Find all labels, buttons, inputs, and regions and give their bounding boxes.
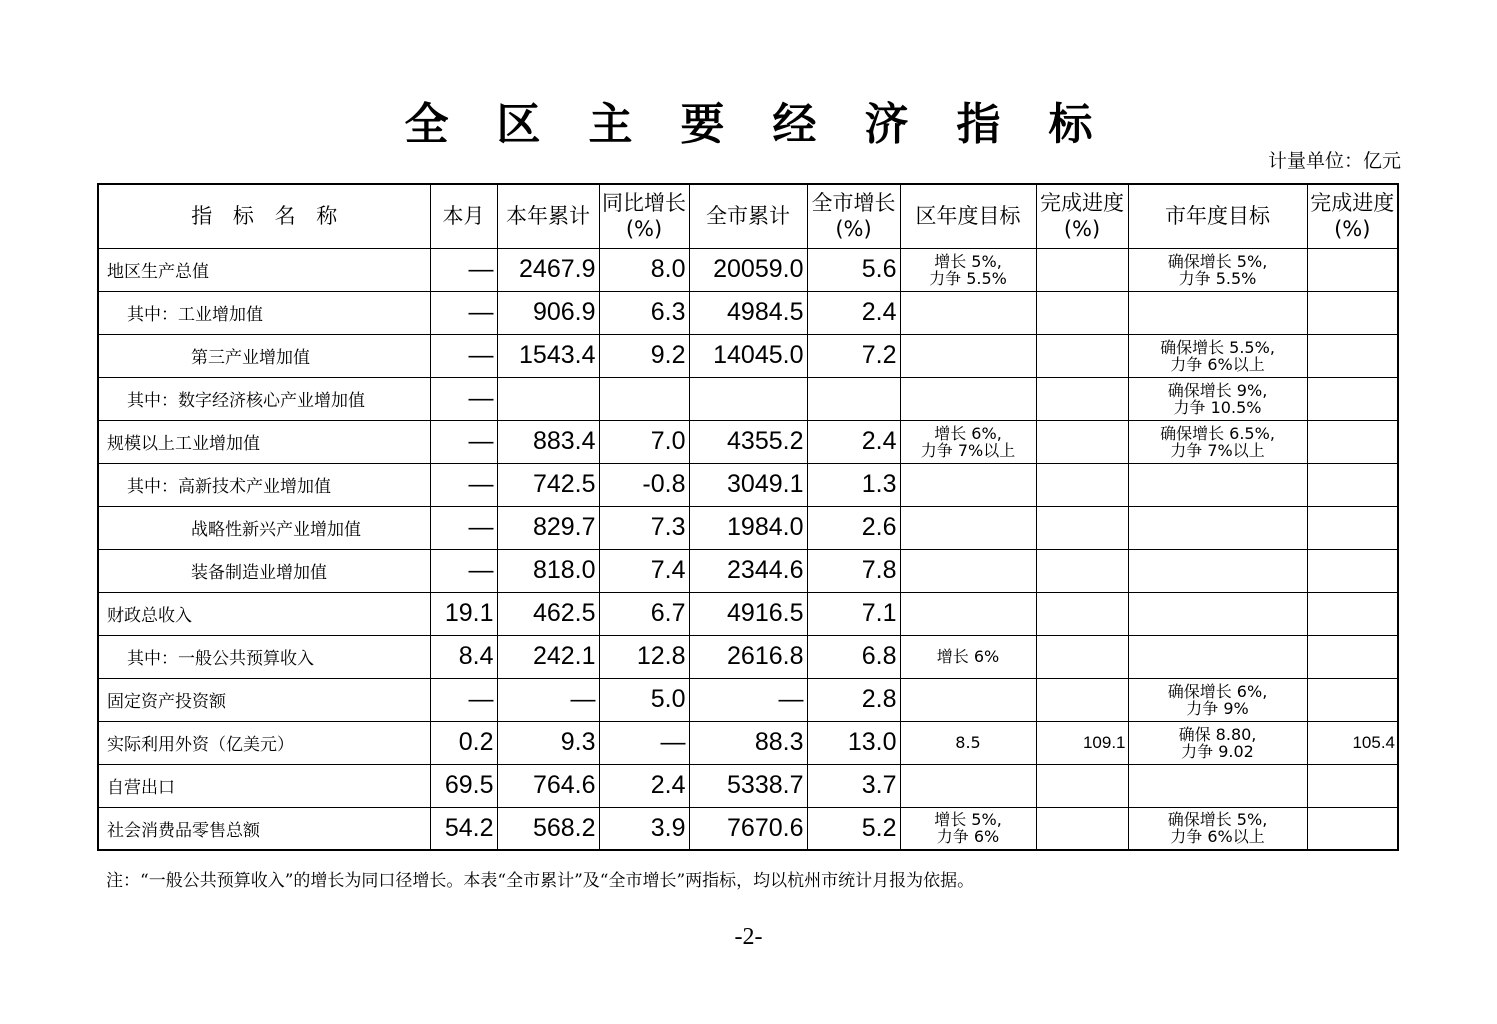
- ytd-value: —: [497, 678, 599, 721]
- indicator-name: 其中：数字经济核心产业增加值: [98, 377, 430, 420]
- district-goal: [900, 678, 1036, 721]
- city-goal-line1: 确保 8.80,: [1178, 724, 1257, 744]
- city-growth-value: 2.4: [807, 420, 900, 463]
- table-row: [98, 420, 1398, 463]
- month-value: 0.2: [430, 721, 497, 764]
- month-value: —: [430, 463, 497, 506]
- district-goal: [900, 721, 1036, 764]
- district-progress: [1036, 549, 1128, 592]
- month-value: 69.5: [430, 764, 497, 807]
- city-progress: [1307, 291, 1398, 334]
- table-row: [98, 248, 1398, 291]
- footnote: 注：“一般公共预算收入”的增长为同口径增长。本表“全市累计”及“全市增长”两指标，均以杭州市统计月报为依据。: [106, 871, 975, 891]
- district-progress: [1036, 420, 1128, 463]
- ytd-value: 2467.9: [497, 248, 599, 291]
- city-progress: 105.4: [1307, 721, 1398, 764]
- city-goal: [1128, 592, 1307, 635]
- city-growth-value: 3.7: [807, 764, 900, 807]
- month-value: 8.4: [430, 635, 497, 678]
- city-ytd-value: 88.3: [689, 721, 807, 764]
- unit-label: 计量单位：亿元: [1267, 150, 1401, 172]
- city-goal-line2: 力争 5.5%: [1178, 268, 1257, 288]
- city-ytd-value: 5338.7: [689, 764, 807, 807]
- city-growth-value: 7.2: [807, 334, 900, 377]
- header-progress2-label: 完成进度: [1310, 191, 1395, 216]
- yoy-value: -0.8: [599, 463, 689, 506]
- city-goal-line1: 确保增长 6%,: [1167, 681, 1268, 701]
- table-row: [98, 377, 1398, 420]
- city-goal: [1128, 377, 1307, 420]
- month-value: —: [430, 248, 497, 291]
- table-row: [98, 334, 1398, 377]
- city-progress: [1307, 334, 1398, 377]
- indicator-name: 社会消费品零售总额: [98, 807, 430, 850]
- city-ytd-value: —: [689, 678, 807, 721]
- city-ytd-value: 7670.6: [689, 807, 807, 850]
- city-goal: [1128, 506, 1307, 549]
- ytd-value: 818.0: [497, 549, 599, 592]
- yoy-value: 6.3: [599, 291, 689, 334]
- city-growth-value: 2.6: [807, 506, 900, 549]
- table-body: [98, 248, 1398, 850]
- month-value: —: [430, 420, 497, 463]
- city-goal: [1128, 549, 1307, 592]
- district-goal: [900, 764, 1036, 807]
- city-goal-line1: 确保增长 5%,: [1167, 251, 1268, 271]
- indicator-name: 其中：工业增加值: [98, 291, 430, 334]
- district-progress: [1036, 592, 1128, 635]
- indicator-name: 规模以上工业增加值: [98, 420, 430, 463]
- city-ytd-value: [689, 377, 807, 420]
- header-city-growth-unit: (%): [835, 217, 872, 242]
- table-row: [98, 592, 1398, 635]
- district-progress: [1036, 248, 1128, 291]
- city-progress: [1307, 463, 1398, 506]
- ytd-value: 462.5: [497, 592, 599, 635]
- header-ytd: 本年累计: [497, 184, 599, 248]
- city-progress: [1307, 549, 1398, 592]
- ytd-value: 9.3: [497, 721, 599, 764]
- ytd-value: 829.7: [497, 506, 599, 549]
- city-goal: [1128, 248, 1307, 291]
- district-goal-line1: 增长 5%,: [934, 810, 1002, 830]
- table-row: [98, 764, 1398, 807]
- yoy-value: 2.4: [599, 764, 689, 807]
- yoy-value: 7.4: [599, 549, 689, 592]
- header-city-goal: 市年度目标: [1128, 184, 1307, 248]
- city-ytd-value: 4916.5: [689, 592, 807, 635]
- district-goal: [900, 291, 1036, 334]
- city-growth-value: 13.0: [807, 721, 900, 764]
- city-progress: [1307, 592, 1398, 635]
- district-goal: [900, 463, 1036, 506]
- yoy-value: 12.8: [599, 635, 689, 678]
- city-ytd-value: 4984.5: [689, 291, 807, 334]
- city-progress: [1307, 807, 1398, 850]
- header-progress2-unit: (%): [1334, 217, 1371, 242]
- district-progress: [1036, 506, 1128, 549]
- ytd-value: 1543.4: [497, 334, 599, 377]
- district-progress: [1036, 635, 1128, 678]
- district-progress: 109.1: [1036, 721, 1128, 764]
- city-goal: [1128, 721, 1307, 764]
- district-goal-line1: 增长 5%,: [934, 251, 1002, 271]
- table-row: [98, 463, 1398, 506]
- month-value: —: [430, 506, 497, 549]
- header-progress1: [1036, 184, 1128, 248]
- table-row: [98, 807, 1398, 850]
- city-ytd-value: 3049.1: [689, 463, 807, 506]
- city-goal-line2: 力争 10.5%: [1173, 397, 1262, 417]
- header-district-goal: 区年度目标: [900, 184, 1036, 248]
- indicator-name: 战略性新兴产业增加值: [98, 506, 430, 549]
- table-row: [98, 635, 1398, 678]
- district-goal: [900, 248, 1036, 291]
- district-progress: [1036, 764, 1128, 807]
- city-goal: [1128, 807, 1307, 850]
- yoy-value: 7.3: [599, 506, 689, 549]
- city-goal-line1: 确保增长 6.5%,: [1160, 423, 1275, 443]
- indicator-name: 财政总收入: [98, 592, 430, 635]
- indicator-name: 装备制造业增加值: [98, 549, 430, 592]
- city-ytd-value: 2344.6: [689, 549, 807, 592]
- city-progress: [1307, 635, 1398, 678]
- city-goal: [1128, 764, 1307, 807]
- header-yoy: [599, 184, 689, 248]
- city-goal-line1: 确保增长 5.5%,: [1160, 337, 1275, 357]
- ytd-value: 568.2: [497, 807, 599, 850]
- header-month: 本月: [430, 184, 497, 248]
- header-progress1-label: 完成进度: [1040, 191, 1124, 216]
- indicator-name: 第三产业增加值: [98, 334, 430, 377]
- city-progress: [1307, 764, 1398, 807]
- yoy-value: 9.2: [599, 334, 689, 377]
- city-progress: [1307, 678, 1398, 721]
- month-value: —: [430, 334, 497, 377]
- table-row: [98, 506, 1398, 549]
- city-growth-value: 7.1: [807, 592, 900, 635]
- city-ytd-value: 20059.0: [689, 248, 807, 291]
- district-goal-line1: 增长 6%: [936, 647, 1000, 666]
- city-growth-value: 5.2: [807, 807, 900, 850]
- city-goal: [1128, 678, 1307, 721]
- district-progress: [1036, 334, 1128, 377]
- month-value: 54.2: [430, 807, 497, 850]
- ytd-value: [497, 377, 599, 420]
- header-yoy-label: 同比增长: [602, 191, 686, 216]
- district-progress: [1036, 377, 1128, 420]
- month-value: —: [430, 678, 497, 721]
- city-goal-line1: 确保增长 5%,: [1167, 810, 1268, 830]
- city-ytd-value: 1984.0: [689, 506, 807, 549]
- page-title: 全区主要经济指标: [404, 99, 1141, 150]
- city-progress: [1307, 506, 1398, 549]
- city-growth-value: 6.8: [807, 635, 900, 678]
- district-goal: [900, 420, 1036, 463]
- city-growth-value: 2.4: [807, 291, 900, 334]
- yoy-value: [599, 377, 689, 420]
- table-row: [98, 291, 1398, 334]
- city-growth-value: 2.8: [807, 678, 900, 721]
- city-growth-value: 1.3: [807, 463, 900, 506]
- ytd-value: 764.6: [497, 764, 599, 807]
- header-city-ytd: 全市累计: [689, 184, 807, 248]
- district-goal: [900, 377, 1036, 420]
- city-goal: [1128, 334, 1307, 377]
- table-row: [98, 549, 1398, 592]
- city-growth-value: 5.6: [807, 248, 900, 291]
- yoy-value: 6.7: [599, 592, 689, 635]
- yoy-value: —: [599, 721, 689, 764]
- indicators-table: [97, 183, 1399, 851]
- header-progress2: [1307, 184, 1398, 248]
- city-goal-line2: 力争 9.02: [1181, 741, 1254, 761]
- ytd-value: 883.4: [497, 420, 599, 463]
- yoy-value: 8.0: [599, 248, 689, 291]
- city-goal-line1: 确保增长 9%,: [1167, 380, 1268, 400]
- ytd-value: 906.9: [497, 291, 599, 334]
- district-goal: [900, 635, 1036, 678]
- city-ytd-value: 14045.0: [689, 334, 807, 377]
- district-progress: [1036, 678, 1128, 721]
- district-progress: [1036, 291, 1128, 334]
- page-number: -2-: [734, 924, 763, 950]
- indicator-name: 地区生产总值: [98, 248, 430, 291]
- district-goal: [900, 549, 1036, 592]
- header-name: 指 标 名 称: [98, 184, 430, 248]
- yoy-value: 7.0: [599, 420, 689, 463]
- month-value: —: [430, 291, 497, 334]
- header-progress1-unit: (%): [1063, 217, 1101, 242]
- city-goal-line2: 力争 6%以上: [1170, 354, 1265, 374]
- month-value: 19.1: [430, 592, 497, 635]
- header-row: [98, 184, 1398, 248]
- table-row: [98, 721, 1398, 764]
- city-progress: [1307, 248, 1398, 291]
- header-city-growth: [807, 184, 900, 248]
- district-goal: [900, 807, 1036, 850]
- city-goal: [1128, 420, 1307, 463]
- indicator-name: 实际利用外资（亿美元）: [98, 721, 430, 764]
- city-goal: [1128, 463, 1307, 506]
- district-goal-line2: 力争 6%: [936, 827, 1000, 847]
- city-goal-line2: 力争 7%以上: [1170, 440, 1265, 460]
- city-goal: [1128, 291, 1307, 334]
- district-goal: [900, 592, 1036, 635]
- city-ytd-value: 4355.2: [689, 420, 807, 463]
- month-value: —: [430, 549, 497, 592]
- city-goal-line2: 力争 9%: [1186, 698, 1249, 718]
- city-growth-value: [807, 377, 900, 420]
- yoy-value: 3.9: [599, 807, 689, 850]
- district-goal-line1: 8.5: [955, 733, 981, 752]
- yoy-value: 5.0: [599, 678, 689, 721]
- district-progress: [1036, 807, 1128, 850]
- district-goal-line2: 力争 7%以上: [920, 440, 1016, 460]
- indicator-name: 其中：一般公共预算收入: [98, 635, 430, 678]
- indicator-name: 自营出口: [98, 764, 430, 807]
- ytd-value: 742.5: [497, 463, 599, 506]
- city-ytd-value: 2616.8: [689, 635, 807, 678]
- indicator-name: 其中：高新技术产业增加值: [98, 463, 430, 506]
- district-progress: [1036, 463, 1128, 506]
- header-city-growth-label: 全市增长: [811, 191, 896, 216]
- city-progress: [1307, 420, 1398, 463]
- month-value: —: [430, 377, 497, 420]
- district-goal: [900, 506, 1036, 549]
- city-growth-value: 7.8: [807, 549, 900, 592]
- district-goal-line2: 力争 5.5%: [929, 268, 1007, 288]
- ytd-value: 242.1: [497, 635, 599, 678]
- city-goal: [1128, 635, 1307, 678]
- district-goal: [900, 334, 1036, 377]
- district-goal-line1: 增长 6%,: [934, 423, 1002, 443]
- table-row: [98, 678, 1398, 721]
- city-progress: [1307, 377, 1398, 420]
- indicator-name: 固定资产投资额: [98, 678, 430, 721]
- city-goal-line2: 力争 6%以上: [1170, 827, 1265, 847]
- header-yoy-unit: (%): [625, 217, 663, 242]
